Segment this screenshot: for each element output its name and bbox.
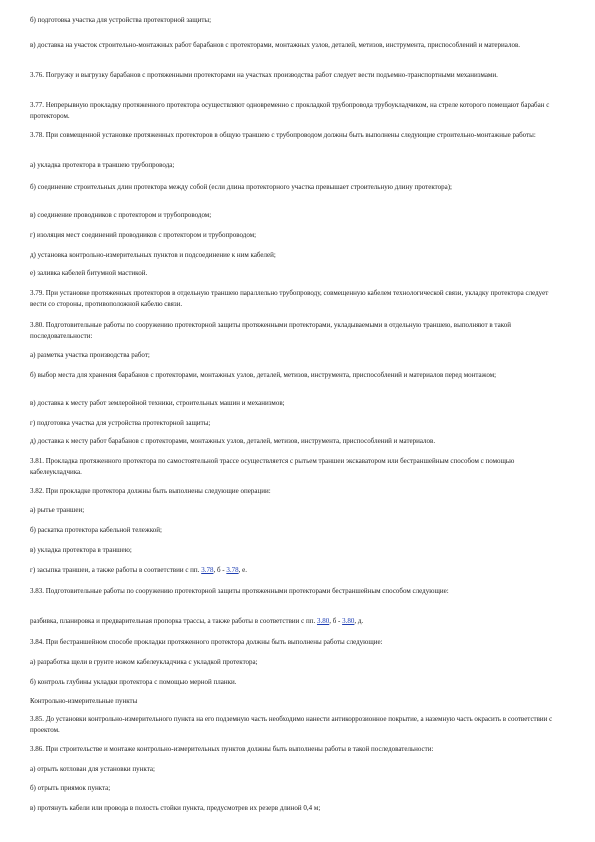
paragraph: 3.83. Подготовительные работы по сооружению протекторной защиты протяженными протекторами бестраншейным способом следующие: [30,587,449,595]
section-heading: Контрольно-измерительные пункты [30,697,138,705]
paragraph: б) отрыть приямок пункта; [30,784,111,792]
paragraph: б) соединение строительных длин протектора между собой (если длина протекторного участка превышает строительную длину протектора); [30,183,452,191]
paragraph: 3.80. Подготовительные работы по сооружению протекторной защиты протяженными протекторами, укладываемыми в отдельную траншею, выполняют в такой последовательности: [30,321,511,340]
paragraph: б) подготовка участка для устройства протекторной защиты; [30,16,212,24]
paragraph: 3.77. Непрерывную прокладку протяженного протектора осуществляют одновременно с прокладкой трубопровода трубоукладчиком, на стреле которого помещают барабан с протектором. [30,101,550,120]
paragraph: 3.79. При установке протяженных протекторов в отдельную траншею параллельно трубопроводу, совмещенную кабелем технологической связи, укладку протектора следует вести со стороны, противоположной кабелю связи. [30,289,549,308]
paragraph: б) выбор места для хранения барабанов с протекторами, монтажных узлов, деталей, метизов, инструмента, приспособлений и материалов перед монтажом; [30,371,497,379]
paragraph: в) доставка на участок строительно-монтажных работ барабанов с протекторами, монтажных узлов, деталей, метизов, инструмента, приспособлений и материалов. [30,41,520,49]
clause-link[interactable]: 3.80 [342,617,355,625]
paragraph: 3.78. При совмещенной установке протяженных протекторов в общую траншею с трубопроводом должны быть выполнены следующие строительно-монтажные работы: [30,131,536,139]
paragraph-text: , б - [329,617,343,625]
clause-link[interactable]: 3.78 [226,566,239,574]
paragraph: а) укладка протектора в траншею трубопровода; [30,161,175,169]
paragraph: 3.84. При бестраншейном способе прокладки протяженного протектора должны быть выполнены работы следующие: [30,638,383,646]
clause-link[interactable]: 3.78 [201,566,214,574]
paragraph: д) установка контрольно-измерительных пунктов и подсоединение к ним кабелей; [30,251,276,259]
paragraph: а) отрыть котлован для установки пункта; [30,765,155,773]
paragraph: а) рытье траншеи; [30,506,85,514]
paragraph [30,616,565,627]
paragraph: 3.81. Прокладка протяженного протектора по самостоятельной трассе осуществляется с рытьем траншеи экскаватором или бестраншейным способом с помощью кабелеукладчика. [30,457,515,476]
paragraph-text: , е. [238,566,247,574]
paragraph-text: разбивка, планировка и предварительная пропорка трассы, а также работы в соответствии с пп. [30,617,317,625]
paragraph: а) разработка щели в грунте ножом кабелеукладчика с укладкой протектора; [30,658,258,666]
paragraph: е) заливка кабелей битумной мастикой. [30,269,148,277]
paragraph: в) соединение проводников с протектором и трубопроводом; [30,211,212,219]
paragraph: 3.82. При прокладке протектора должны быть выполнены следующие операции: [30,487,271,495]
paragraph: 3.85. До установки контрольно-измерительного пункта на его подземную часть необходимо нанести антикоррозионное покрытие, а наземную часть окрасить в соответствии с проектом. [30,715,553,734]
paragraph: в) укладка протектора в траншею; [30,546,132,554]
paragraph: в) доставка к месту работ землеройной техники, строительных машин и механизмов; [30,399,285,407]
paragraph: б) раскатка протектора кабельной тележкой; [30,526,162,534]
paragraph: 3.86. При строительстве и монтаже контрольно-измерительных пунктов должны быть выполнены работы в такой последовательности: [30,745,434,753]
paragraph: г) изоляция мест соединений проводников с протектором и трубопроводом; [30,231,257,239]
paragraph: д) доставка к месту работ барабанов с протекторами, монтажных узлов, деталей, метизов, инструмента, приспособлений и материалов. [30,437,436,445]
paragraph: г) подготовка участка для устройства протекторной защиты; [30,419,211,427]
paragraph-text: , б - [213,566,227,574]
paragraph: в) протянуть кабели или провода в полость стойки пункта, предусмотрев их резерв длиной 0,4 м; [30,804,321,812]
clause-link[interactable]: 3.80 [316,617,330,625]
paragraph [30,565,565,576]
paragraph: б) контроль глубины укладки протектора с помощью мерной планки. [30,678,237,686]
paragraph-text: г) засыпка траншеи, а также работы в соответствии с пп. [30,566,202,574]
paragraph: а) разметка участка производства работ; [30,351,150,359]
paragraph-text: , д. [354,617,364,625]
paragraph: 3.76. Погрузку и выгрузку барабанов с протяженными протекторами на участках производства работ следует вести подъемно-транспортными механизмами. [30,71,498,79]
